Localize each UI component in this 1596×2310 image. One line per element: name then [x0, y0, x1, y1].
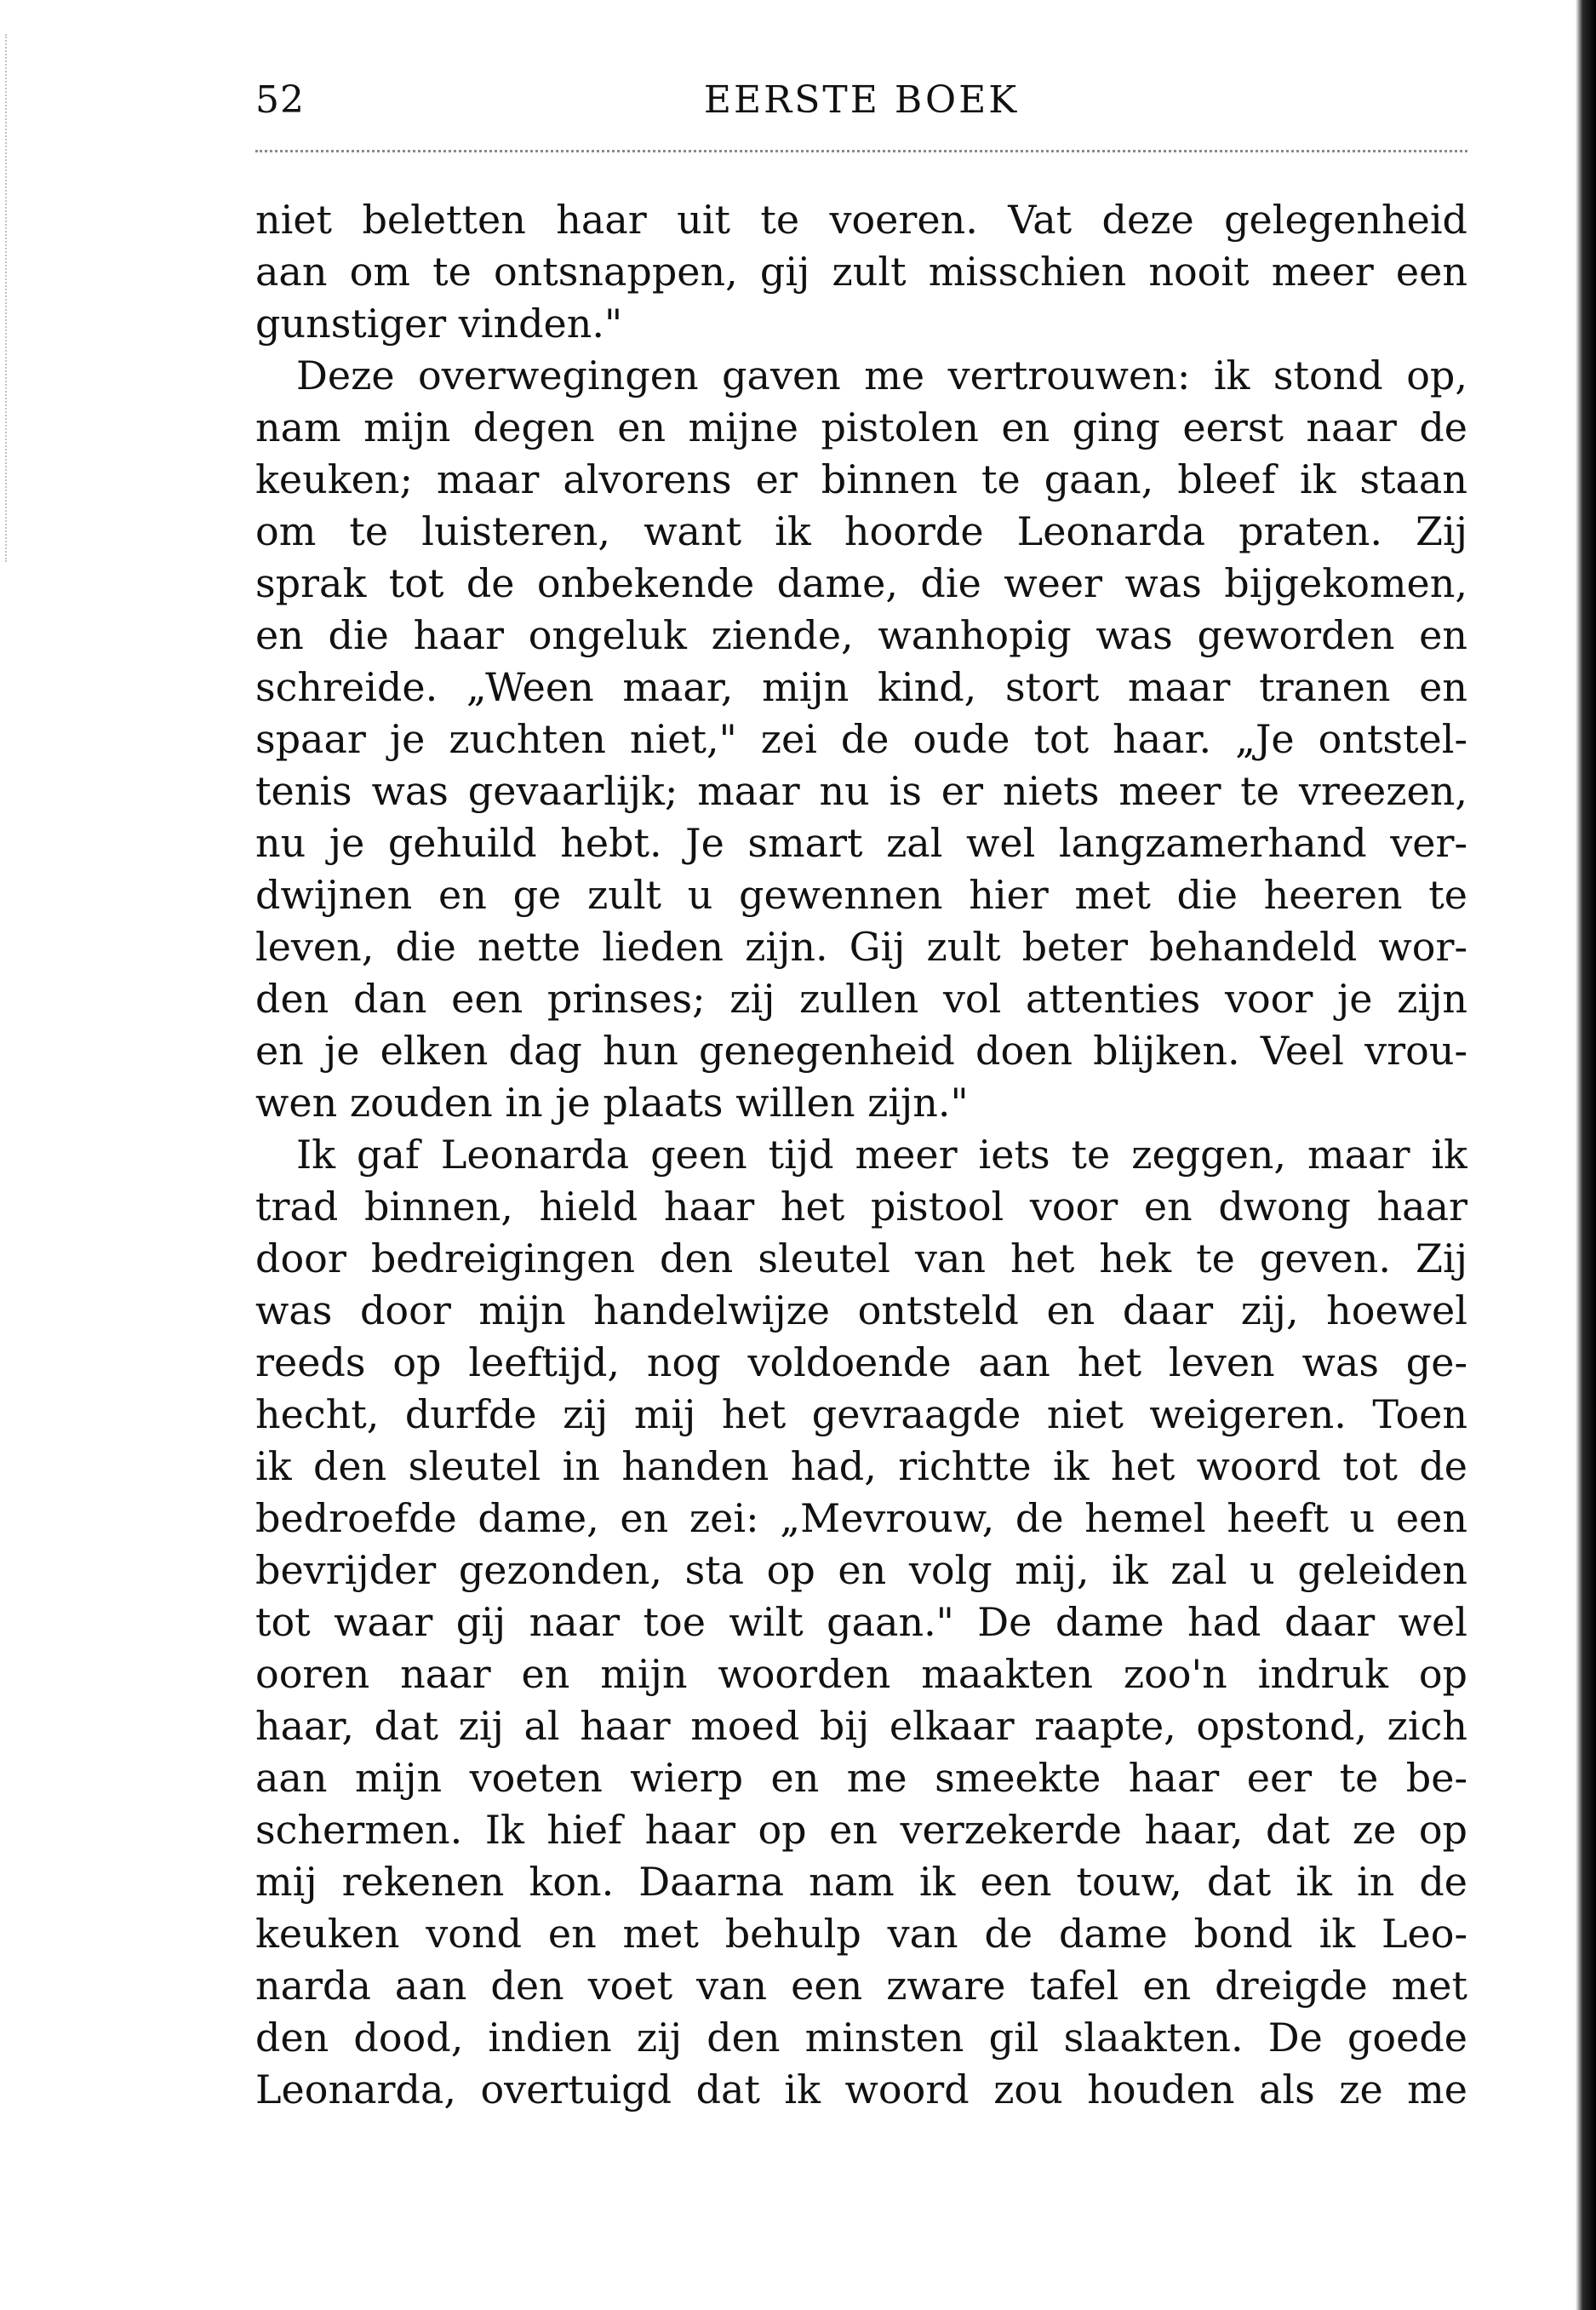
text-line: bedroefde dame, en zei: „Mevrouw, de hemel heeft u een	[255, 1495, 1467, 1541]
text-line: tot waar gij naar toe wilt gaan." De dame had daar wel	[255, 1599, 1467, 1645]
text-line: mij rekenen kon. Daarna nam ik een touw, dat ik in de	[255, 1859, 1467, 1905]
text-line: Ik gaf Leonarda geen tijd meer iets te zeggen, maar ik	[296, 1132, 1467, 1178]
text-line: den dan een prinses; zij zullen vol attenties voor je zijn	[255, 976, 1467, 1022]
text-line: keuken vond en met behulp van de dame bond ik Leo-	[255, 1911, 1467, 1957]
scan-margin-speckles	[5, 34, 15, 562]
text-line: trad binnen, hield haar het pistool voor en dwong haar	[255, 1184, 1467, 1230]
text-line: tenis was gevaarlijk; maar nu is er niets meer te vreezen,	[255, 768, 1467, 814]
text-line: door bedreigingen den sleutel van het hek te geven. Zij	[255, 1235, 1467, 1281]
text-line: bevrijder gezonden, sta op en volg mij, ik zal u geleiden	[255, 1547, 1467, 1593]
text-line: sprak tot de onbekende dame, die weer was bijgekomen,	[255, 560, 1467, 606]
text-line: nam mijn degen en mijne pistolen en ging eerst naar de	[255, 404, 1467, 450]
text-line: narda aan den voet van een zware tafel en dreigde met	[255, 1963, 1467, 2009]
header-rule	[255, 150, 1467, 152]
text-line: schermen. Ik hief haar op en verzekerde haar, dat ze op	[255, 1807, 1467, 1853]
text-line: den dood, indien zij den minsten gil slaakten. De goede	[255, 2015, 1467, 2061]
text-line: aan om te ontsnappen, gij zult misschien nooit meer een	[255, 249, 1467, 295]
text-line: schreide. „Ween maar, mijn kind, stort maar tranen en	[255, 664, 1467, 710]
text-line: Leonarda, overtuigd dat ik woord zou houden als ze me	[255, 2066, 1467, 2112]
text-line: om te luisteren, want ik hoorde Leonarda praten. Zij	[255, 508, 1467, 554]
text-line: haar, dat zij al haar moed bij elkaar raapte, opstond, zich	[255, 1703, 1467, 1749]
scan-page-edge	[1576, 0, 1596, 2310]
body-text	[255, 194, 1467, 2116]
text-line: dwijnen en ge zult u gewennen hier met die heeren te	[255, 872, 1467, 918]
running-head: EERSTE BOEK	[703, 78, 1020, 122]
text-line: spaar je zuchten niet," zei de oude tot haar. „Je ontstel-	[255, 716, 1467, 762]
text-line: was door mijn handelwijze ontsteld en daar zij, hoewel	[255, 1287, 1467, 1333]
text-line: ooren naar en mijn woorden maakten zoo'n indruk op	[255, 1651, 1467, 1697]
text-line: nu je gehuild hebt. Je smart zal wel langzamerhand ver-	[255, 820, 1467, 866]
text-line: en je elken dag hun genegenheid doen blijken. Veel vrou-	[255, 1028, 1467, 1074]
text-line: niet beletten haar uit te voeren. Vat deze gelegenheid	[255, 197, 1467, 243]
text-line: en die haar ongeluk ziende, wanhopig was geworden en	[255, 612, 1467, 658]
text-line: gunstiger vinden."	[255, 301, 623, 347]
text-line: ik den sleutel in handen had, richtte ik het woord tot de	[255, 1443, 1467, 1489]
text-line: reeds op leeftijd, nog voldoende aan het leven was ge-	[255, 1339, 1467, 1385]
text-line: hecht, durfde zij mij het gevraagde niet weigeren. Toen	[255, 1391, 1467, 1437]
page-number: 52	[255, 78, 305, 122]
page-header	[255, 78, 1467, 138]
text-line: Deze overwegingen gaven me vertrouwen: ik stond op,	[296, 353, 1467, 398]
text-line: aan mijn voeten wierp en me smeekte haar eer te be-	[255, 1755, 1467, 1801]
text-line: leven, die nette lieden zijn. Gij zult beter behandeld wor-	[255, 924, 1467, 970]
text-line: keuken; maar alvorens er binnen te gaan, bleef ik staan	[255, 456, 1467, 502]
text-line: wen zouden in je plaats willen zijn."	[255, 1080, 969, 1126]
